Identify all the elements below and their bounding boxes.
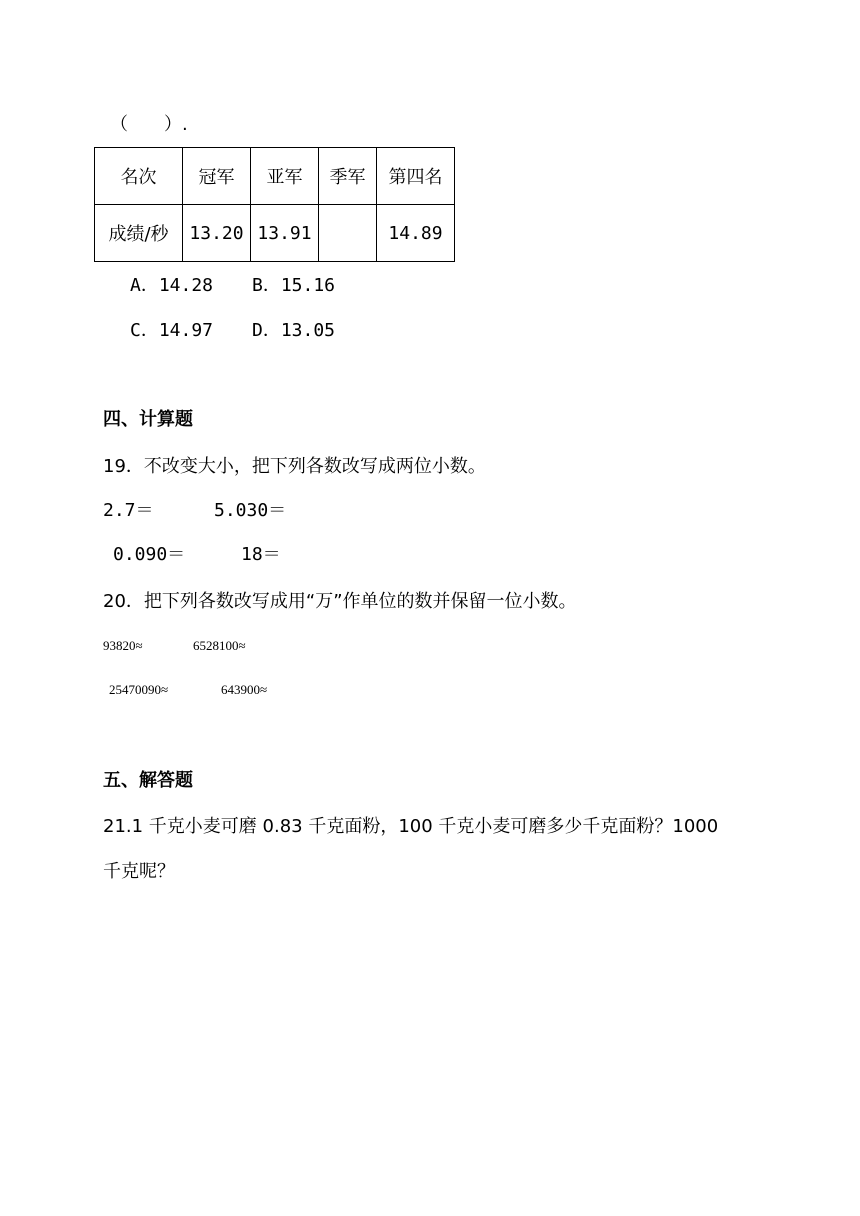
option-b: B．15.16 — [252, 275, 336, 296]
question-21-line-1: 21.1 千克小麦可磨 0.83 千克面粉，100 千克小麦可磨多少千克面粉？1000 — [103, 816, 719, 837]
question-stub: （ ）. — [110, 114, 188, 135]
header-cell-runner-up: 亚军 — [251, 148, 319, 205]
option-d: D．13.05 — [252, 320, 336, 341]
table-row — [95, 205, 455, 262]
score-cell-runner-up: 13.91 — [251, 205, 319, 262]
q20-item-3: 25470090≈ — [109, 682, 169, 697]
q20-item-1: 93820≈ — [103, 638, 143, 653]
score-cell-fourth: 14.89 — [377, 205, 455, 262]
q19-item-4: 18＝ — [241, 544, 281, 565]
table-header-row — [95, 148, 455, 205]
row-label-cell: 成绩/秒 — [95, 205, 183, 262]
q19-item-1: 2.7＝ — [103, 500, 154, 521]
q20-item-4: 643900≈ — [221, 682, 268, 697]
section-4-title: 四、计算题 — [103, 409, 193, 430]
q19-item-3: 0.090＝ — [113, 544, 186, 565]
q19-item-2: 5.030＝ — [214, 500, 287, 521]
option-c: C．14.97 — [130, 320, 214, 341]
header-cell-fourth: 第四名 — [377, 148, 455, 205]
score-cell-third — [319, 205, 377, 262]
score-table — [94, 147, 455, 262]
header-cell-champion: 冠军 — [183, 148, 251, 205]
header-cell-third: 季军 — [319, 148, 377, 205]
question-19-text: 19．不改变大小，把下列各数改写成两位小数。 — [103, 456, 486, 477]
option-a: A．14.28 — [130, 275, 214, 296]
question-21-line-2: 千克呢？ — [103, 861, 175, 882]
question-20-text: 20．把下列各数改写成用“万”作单位的数并保留一位小数。 — [103, 591, 577, 612]
q20-item-2: 6528100≈ — [193, 638, 246, 653]
score-cell-champion: 13.20 — [183, 205, 251, 262]
header-cell-rank: 名次 — [95, 148, 183, 205]
section-5-title: 五、解答题 — [103, 770, 193, 791]
